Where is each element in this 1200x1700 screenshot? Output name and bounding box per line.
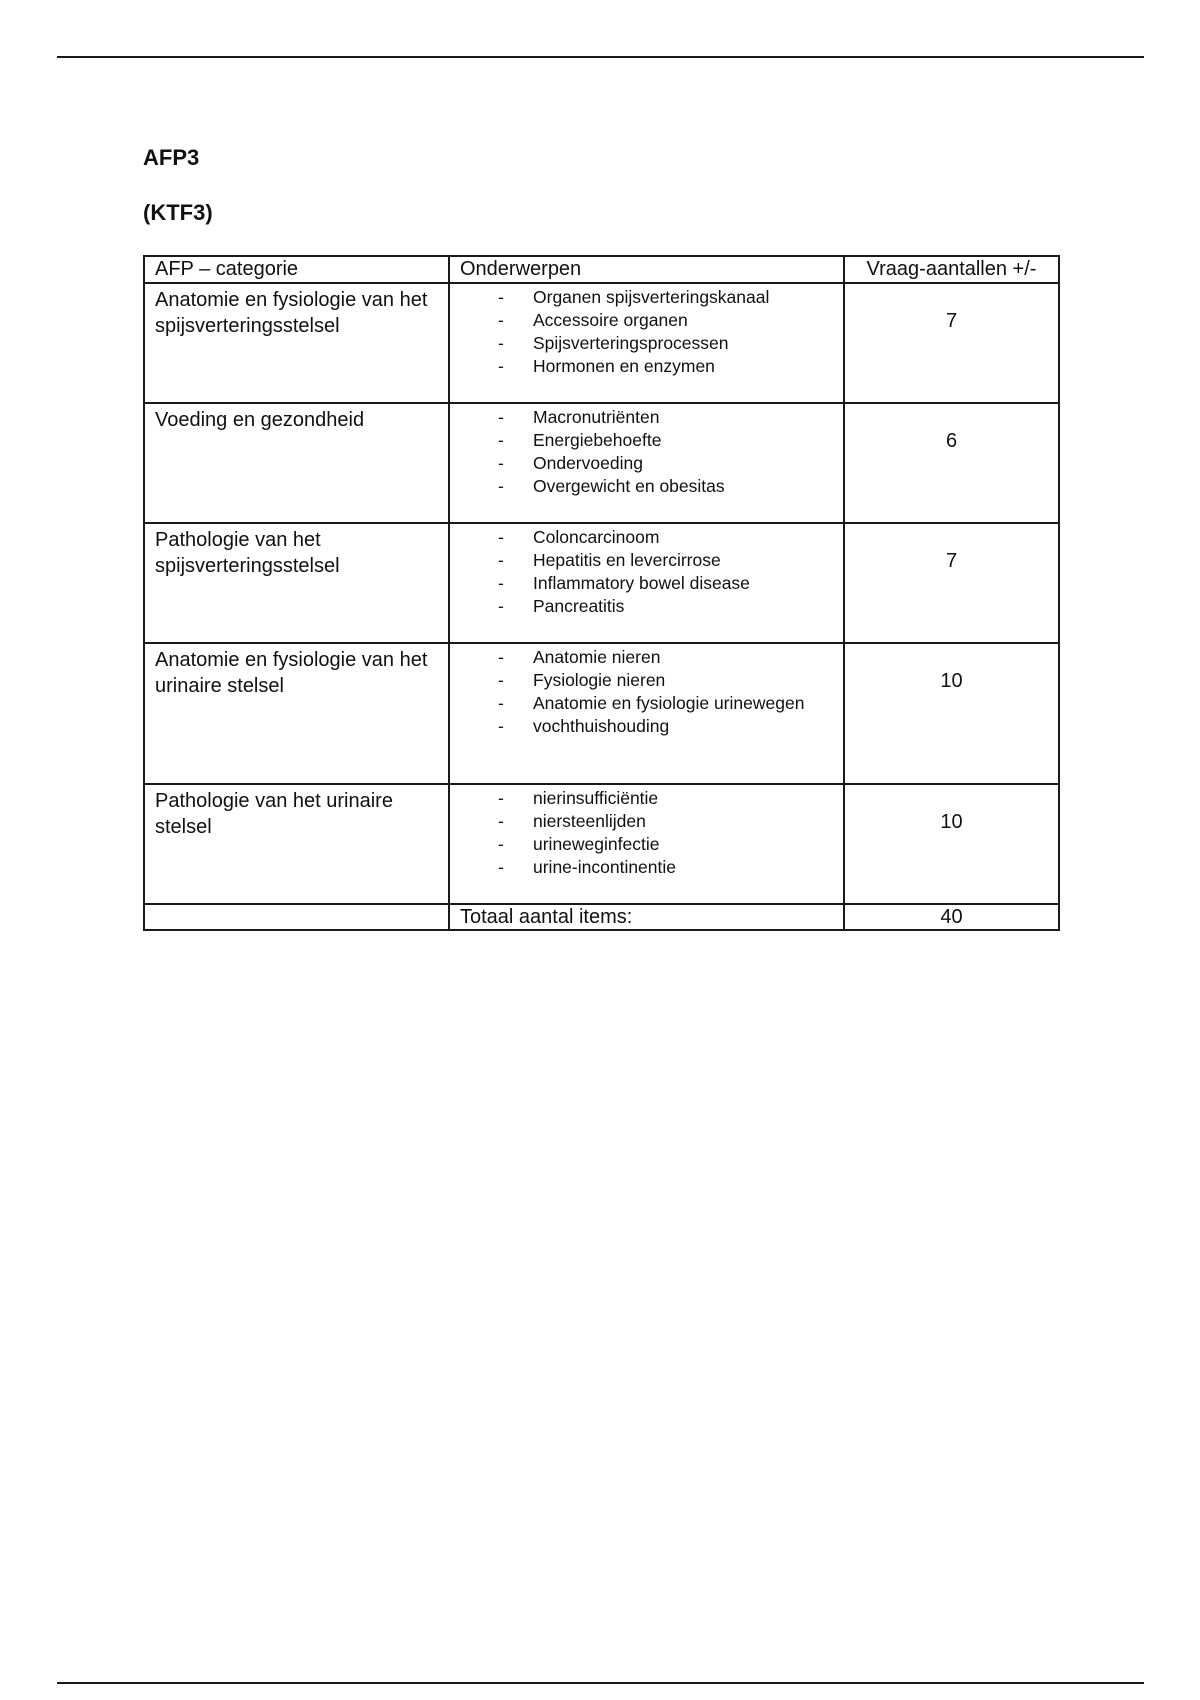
topic-item: - Hormonen en enzymen — [498, 355, 837, 378]
topic-item: - Coloncarcinoom — [498, 526, 837, 549]
document-subtitle: (KTF3) — [143, 200, 213, 225]
total-row — [144, 904, 1059, 930]
total-label: Totaal aantal items: — [449, 904, 844, 930]
topic-item: - Energiebehoefte — [498, 429, 837, 452]
topic-item: - Overgewicht en obesitas — [498, 475, 837, 498]
row-topics — [449, 403, 844, 523]
row-count: 6 — [844, 403, 1059, 523]
topic-list — [498, 646, 837, 738]
row-category: Pathologie van het spijsverteringsstelsel — [144, 523, 449, 643]
row-topics — [449, 283, 844, 403]
footer-rule — [57, 1682, 1144, 1684]
row-topics — [449, 523, 844, 643]
topic-item: - nierinsufficiëntie — [498, 787, 837, 810]
table-row — [144, 283, 1059, 403]
document-title: AFP3 — [143, 145, 200, 170]
topic-item: - Anatomie nieren — [498, 646, 837, 669]
topic-item: - Macronutriënten — [498, 406, 837, 429]
header-rule — [57, 56, 1144, 58]
row-count: 7 — [844, 523, 1059, 643]
row-category: Anatomie en fysiologie van het spijsverteringsstelsel — [144, 283, 449, 403]
total-empty-cell — [144, 904, 449, 930]
table-row — [144, 643, 1059, 784]
header-topics: Onderwerpen — [449, 256, 844, 283]
topic-item: - Anatomie en fysiologie urinewegen — [498, 692, 837, 715]
afp-category-table — [143, 255, 1060, 931]
row-count: 10 — [844, 784, 1059, 904]
topic-item: - urineweginfectie — [498, 833, 837, 856]
topic-item: - Ondervoeding — [498, 452, 837, 475]
table-row — [144, 784, 1059, 904]
row-count: 7 — [844, 283, 1059, 403]
topic-list — [498, 286, 837, 378]
table-header-row — [144, 256, 1059, 283]
topic-list — [498, 787, 837, 879]
total-value: 40 — [844, 904, 1059, 930]
row-count: 10 — [844, 643, 1059, 784]
topic-item: - Fysiologie nieren — [498, 669, 837, 692]
topic-list — [498, 406, 837, 498]
row-category: Pathologie van het urinaire stelsel — [144, 784, 449, 904]
row-topics — [449, 784, 844, 904]
topic-item: - Accessoire organen — [498, 309, 837, 332]
topic-item: - niersteenlijden — [498, 810, 837, 833]
topic-item: - Inflammatory bowel disease — [498, 572, 837, 595]
topic-item: - Organen spijsverteringskanaal — [498, 286, 837, 309]
row-category: Anatomie en fysiologie van het urinaire stelsel — [144, 643, 449, 784]
table-row — [144, 523, 1059, 643]
topic-item: - Pancreatitis — [498, 595, 837, 618]
topic-item: - urine-incontinentie — [498, 856, 837, 879]
topic-item: - Hepatitis en levercirrose — [498, 549, 837, 572]
table-row — [144, 403, 1059, 523]
header-count: Vraag-aantallen +/- — [844, 256, 1059, 283]
topic-list — [498, 526, 837, 618]
topic-item: - vochthuishouding — [498, 715, 837, 738]
header-category: AFP – categorie — [144, 256, 449, 283]
topic-item: - Spijsverteringsprocessen — [498, 332, 837, 355]
row-topics — [449, 643, 844, 784]
row-category: Voeding en gezondheid — [144, 403, 449, 523]
